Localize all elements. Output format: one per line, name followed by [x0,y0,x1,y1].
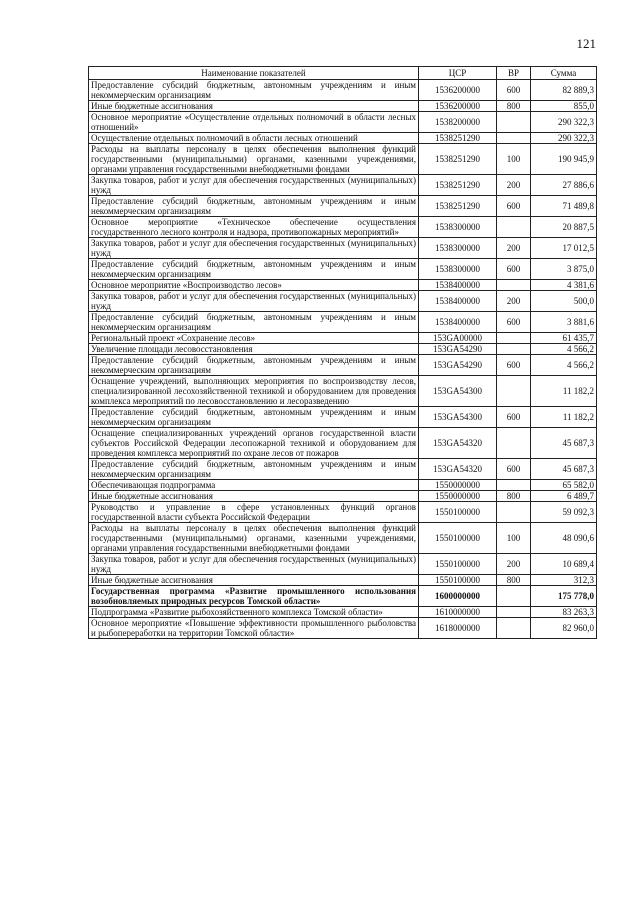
row-sum: 45 687,3 [531,428,597,459]
row-name: Предоставление субсидий бюджетным, автономным учреждениям и иным некоммерческим организациям [89,259,419,280]
row-name: Предоставление субсидий бюджетным, автономным учреждениям и иным некоммерческим организациям [89,407,419,428]
row-vr [497,428,531,459]
table-row [89,618,597,639]
row-vr [497,280,531,291]
row-name: Иные бюджетные ассигнования [89,575,419,586]
row-sum: 3 875,0 [531,259,597,280]
row-csr: 1538251290 [419,196,497,217]
table-row [89,101,597,112]
table-row [89,133,597,144]
table-row [89,217,597,238]
row-name: Основное мероприятие «Техническое обеспечение осуществления государственного лесного контроля и надзора, противопожарных мероприятий» [89,217,419,238]
row-vr: 600 [497,80,531,101]
row-sum: 4 566,2 [531,355,597,376]
row-csr: 1538251290 [419,133,497,144]
header-sum: Сумма [531,67,597,80]
row-sum: 48 090,6 [531,523,597,554]
row-name: Основное мероприятие «Повышение эффективности промышленного рыболовства и рыбопереработки на территории Томской области» [89,618,419,639]
row-vr: 800 [497,491,531,502]
row-sum: 65 582,0 [531,480,597,491]
row-name: Обеспечивающая подпрограмма [89,480,419,491]
row-csr: 1610000000 [419,607,497,618]
row-vr: 600 [497,407,531,428]
row-name: Предоставление субсидий бюджетным, автономным учреждениям и иным некоммерческим организациям [89,459,419,480]
row-sum: 6 489,7 [531,491,597,502]
table-row [89,80,597,101]
row-csr: 153GA54320 [419,459,497,480]
row-vr: 600 [497,196,531,217]
row-name: Закупка товаров, работ и услуг для обеспечения государственных (муниципальных) нужд [89,238,419,259]
row-vr: 800 [497,101,531,112]
row-csr: 1538300000 [419,217,497,238]
row-sum: 59 092,3 [531,502,597,523]
row-sum: 190 945,9 [531,144,597,175]
row-name: Закупка товаров, работ и услуг для обеспечения государственных (муниципальных) нужд [89,175,419,196]
table-body [89,80,597,639]
row-vr [497,112,531,133]
row-csr: 153GA54290 [419,355,497,376]
row-name: Увеличение площади лесовосстановления [89,344,419,355]
row-csr: 153GA54320 [419,428,497,459]
row-sum: 855,0 [531,101,597,112]
row-sum: 82 960,0 [531,618,597,639]
row-sum: 175 778,0 [531,586,597,607]
table-row [89,502,597,523]
row-vr [497,217,531,238]
row-vr: 200 [497,175,531,196]
row-sum: 27 886,6 [531,175,597,196]
table-row [89,607,597,618]
table-row [89,554,597,575]
table-row [89,480,597,491]
row-csr: 1538400000 [419,291,497,312]
row-sum: 11 182,2 [531,407,597,428]
row-sum: 500,0 [531,291,597,312]
table-row [89,376,597,407]
table-row [89,238,597,259]
row-sum: 45 687,3 [531,459,597,480]
row-sum: 290 322,3 [531,112,597,133]
row-csr: 1600000000 [419,586,497,607]
row-sum: 83 263,3 [531,607,597,618]
row-csr: 1618000000 [419,618,497,639]
row-vr [497,586,531,607]
row-vr: 600 [497,459,531,480]
row-csr: 1538400000 [419,280,497,291]
table-row [89,459,597,480]
row-sum: 71 489,8 [531,196,597,217]
row-vr [497,376,531,407]
row-csr: 153GA54300 [419,407,497,428]
table-row [89,407,597,428]
table-row [89,312,597,333]
row-sum: 17 012,5 [531,238,597,259]
row-vr [497,333,531,344]
table-row [89,144,597,175]
row-csr: 1536200000 [419,101,497,112]
table-row [89,586,597,607]
row-sum: 10 689,4 [531,554,597,575]
row-vr: 100 [497,144,531,175]
table-row [89,523,597,554]
table-row [89,280,597,291]
row-csr: 1536200000 [419,80,497,101]
row-name: Предоставление субсидий бюджетным, автономным учреждениям и иным некоммерческим организациям [89,355,419,376]
row-name: Государственная программа «Развитие промышленного использования возобновляемых природных ресурсов Томской области» [89,586,419,607]
row-name: Предоставление субсидий бюджетным, автономным учреждениям и иным некоммерческим организациям [89,80,419,101]
row-csr: 1550000000 [419,480,497,491]
row-name: Иные бюджетные ассигнования [89,491,419,502]
row-vr: 200 [497,238,531,259]
budget-table [88,66,597,639]
row-vr: 600 [497,312,531,333]
row-vr: 200 [497,554,531,575]
header-csr: ЦСР [419,67,497,80]
row-csr: 1538300000 [419,259,497,280]
table-row [89,575,597,586]
row-csr: 1550100000 [419,554,497,575]
table-row [89,196,597,217]
row-csr: 153GA00000 [419,333,497,344]
row-sum: 4 381,6 [531,280,597,291]
table-row [89,333,597,344]
row-vr [497,502,531,523]
row-name: Оснащение специализированных учреждений органов государственной власти субъектов Российской Федерации лесопожарной техникой и оборудованием для проведения комплекса мероприятий по охране лесов от пожаров [89,428,419,459]
row-name: Иные бюджетные ассигнования [89,101,419,112]
row-name: Предоставление субсидий бюджетным, автономным учреждениям и иным некоммерческим организациям [89,312,419,333]
row-name: Основное мероприятие «Воспроизводство лесов» [89,280,419,291]
row-csr: 1538400000 [419,312,497,333]
table-row [89,355,597,376]
row-name: Предоставление субсидий бюджетным, автономным учреждениям и иным некоммерческим организациям [89,196,419,217]
row-sum: 290 322,3 [531,133,597,144]
row-vr [497,607,531,618]
row-name: Подпрограмма «Развитие рыбохозяйственного комплекса Томской области» [89,607,419,618]
page-number: 121 [576,36,596,51]
table-header-row [89,67,597,80]
row-csr: 1538251290 [419,175,497,196]
row-csr: 1538300000 [419,238,497,259]
row-name: Региональный проект «Сохранение лесов» [89,333,419,344]
row-vr [497,618,531,639]
row-sum: 312,3 [531,575,597,586]
row-name: Руководство и управление в сфере установленных функций органов государственной власти субъекта Российской Федерации [89,502,419,523]
row-vr: 200 [497,291,531,312]
row-name: Закупка товаров, работ и услуг для обеспечения государственных (муниципальных) нужд [89,291,419,312]
row-csr: 1550000000 [419,491,497,502]
row-sum: 3 881,6 [531,312,597,333]
row-csr: 153GA54300 [419,376,497,407]
row-name: Закупка товаров, работ и услуг для обеспечения государственных (муниципальных) нужд [89,554,419,575]
row-sum: 11 182,2 [531,376,597,407]
row-sum: 20 887,5 [531,217,597,238]
row-sum: 61 435,7 [531,333,597,344]
row-name: Расходы на выплаты персоналу в целях обеспечения выполнения функций государственными (муниципальными) органами, казенными учреждениями, органами управления государственными внебюджетными фондами [89,144,419,175]
row-sum: 4 566,2 [531,344,597,355]
row-csr: 1550100000 [419,502,497,523]
row-csr: 1538200000 [419,112,497,133]
row-vr: 600 [497,355,531,376]
header-name: Наименование показателей [89,67,419,80]
row-csr: 1538251290 [419,144,497,175]
row-vr: 800 [497,575,531,586]
table-row [89,175,597,196]
row-name: Оснащение учреждений, выполняющих мероприятия по воспроизводству лесов, специализированной лесохозяйственной техникой и оборудованием для проведения комплекса мероприятий по лесовосстановлению и лесоразведению [89,376,419,407]
row-vr [497,480,531,491]
row-sum: 82 889,3 [531,80,597,101]
row-csr: 153GA54290 [419,344,497,355]
row-vr: 600 [497,259,531,280]
header-vr: ВР [497,67,531,80]
row-csr: 1550100000 [419,523,497,554]
table-row [89,291,597,312]
row-csr: 1550100000 [419,575,497,586]
table-row [89,112,597,133]
row-vr [497,344,531,355]
row-name: Основное мероприятие «Осуществление отдельных полномочий в области лесных отношений» [89,112,419,133]
table-row [89,428,597,459]
row-name: Осуществление отдельных полномочий в области лесных отношений [89,133,419,144]
row-vr [497,133,531,144]
table-row [89,344,597,355]
table-row [89,491,597,502]
row-vr: 100 [497,523,531,554]
table-row [89,259,597,280]
row-name: Расходы на выплаты персоналу в целях обеспечения выполнения функций государственными (муниципальными) органами, казенными учреждениями, органами управления государственными внебюджетными фондами [89,523,419,554]
